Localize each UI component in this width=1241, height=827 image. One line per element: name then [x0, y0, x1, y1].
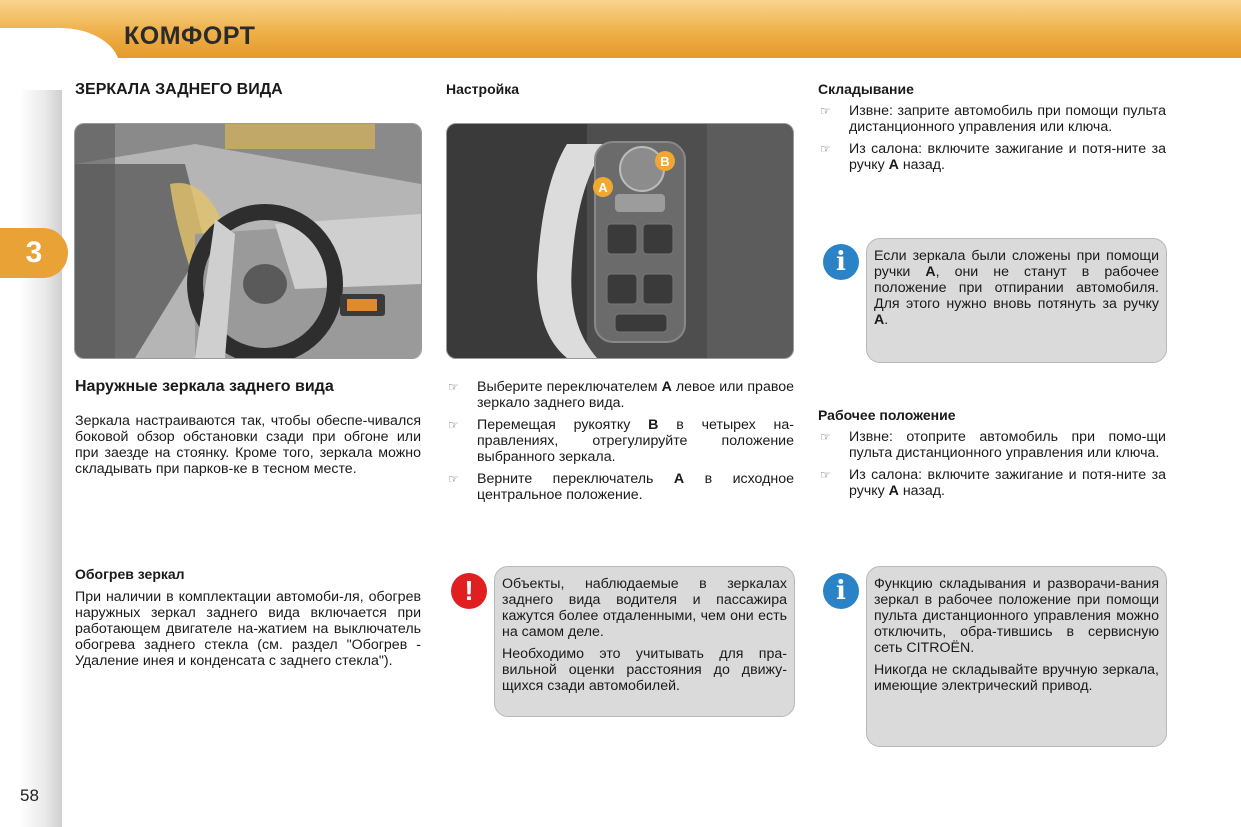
page-number: 58 — [20, 786, 39, 805]
mirrors-title: ЗЕРКАЛА ЗАДНЕГО ВИДА — [75, 81, 283, 98]
pointing-hand-icon: ☞ — [448, 472, 459, 486]
warning-note — [494, 566, 795, 717]
outer-mirrors-text: Зеркала настраиваются так, чтобы обеспе-чивался боковой обзор обстановки сзади при обгоне или при заезде на стоянку. Кроме того, зеркала можно складывать при парков-ке в тесном месте. — [75, 413, 421, 477]
warning-note-p2: Необходимо это учитывать для пра-вильной оценки расстояния до движу-щихся сзади автомобилей. — [502, 646, 787, 694]
folding-heading: Складывание — [818, 81, 914, 97]
folding-steps — [818, 103, 1166, 179]
switch-panel-photo — [446, 123, 794, 359]
dashboard-illustration — [75, 124, 421, 358]
mirror-heating-heading: Обогрев зеркал — [75, 566, 185, 582]
adjustment-steps — [446, 379, 794, 509]
info-note-remote-p2: Никогда не складывайте вручную зеркала, имеющие электрический привод. — [874, 662, 1159, 694]
working-position-steps — [818, 429, 1166, 505]
chapter-tab[interactable]: 3 — [0, 228, 68, 278]
pointing-hand-icon: ☞ — [448, 380, 459, 394]
mirror-heating-text: При наличии в комплектации автомоби-ля, обогрев наружных зеркал заднего вида включается при работающем двигателе на-жатием на выключатель обогрева заднего стекла (см. раздел "Обогрев - Удаление инея и конденсата с заднего стекла"). — [75, 589, 421, 669]
left-margin-strip — [20, 90, 62, 827]
pointing-hand-icon: ☞ — [820, 430, 831, 444]
warning-note-p1: Объекты, наблюдаемые в зеркалах заднего вида водителя и пассажира кажутся более отдаленными, чем они есть на самом деле. — [502, 576, 787, 640]
switch-panel-illustration — [447, 124, 793, 358]
info-icon: i — [823, 573, 859, 609]
section-title: КОМФОРТ — [124, 22, 256, 50]
working-position-heading: Рабочее положение — [818, 407, 956, 423]
list-item: ☞ Верните переключатель A в исходное центральное положение. — [448, 471, 794, 503]
pointing-hand-icon: ☞ — [820, 468, 831, 482]
adjustment-heading: Настройка — [446, 81, 520, 97]
outer-mirrors-heading: Наружные зеркала заднего вида — [75, 378, 334, 395]
info-note-remote — [866, 566, 1167, 747]
list-item: ☞ Извне: заприте автомобиль при помощи пульта дистанционного управления или ключа. — [820, 103, 1166, 135]
label-b: B — [660, 154, 670, 169]
pointing-hand-icon: ☞ — [820, 104, 831, 118]
info-icon: i — [823, 244, 859, 280]
pointing-hand-icon: ☞ — [448, 418, 459, 432]
warning-icon: ! — [451, 573, 487, 609]
list-item: ☞ Выберите переключателем A левое или правое зеркало заднего вида. — [448, 379, 794, 411]
info-note-folding: Если зеркала были сложены при помощи ручки A, они не станут в рабочее положение при отпирании автомобиля. Для этого нужно вновь потянуть за ручку A. — [866, 238, 1167, 363]
info-note-remote-p1: Функцию складывания и разворачи-вания зеркал в рабочее положение при помощи пульта дистанционного управления можно отключить, обра-тившись в сервисную сеть CITROËN. — [874, 576, 1159, 656]
label-a: A — [598, 180, 608, 195]
list-item: ☞ Перемещая рукоятку B в четырех на-правлениях, отрегулируйте положение выбранного зеркала. — [448, 417, 794, 465]
list-item: ☞ Извне: отоприте автомобиль при помо-щи пульта дистанционного управления или ключа. — [820, 429, 1166, 461]
list-item: ☞ Из салона: включите зажигание и потя-ните за ручку A назад. — [820, 467, 1166, 499]
dashboard-photo — [74, 123, 422, 359]
pointing-hand-icon: ☞ — [820, 142, 831, 156]
list-item: ☞ Из салона: включите зажигание и потя-ните за ручку A назад. — [820, 141, 1166, 173]
